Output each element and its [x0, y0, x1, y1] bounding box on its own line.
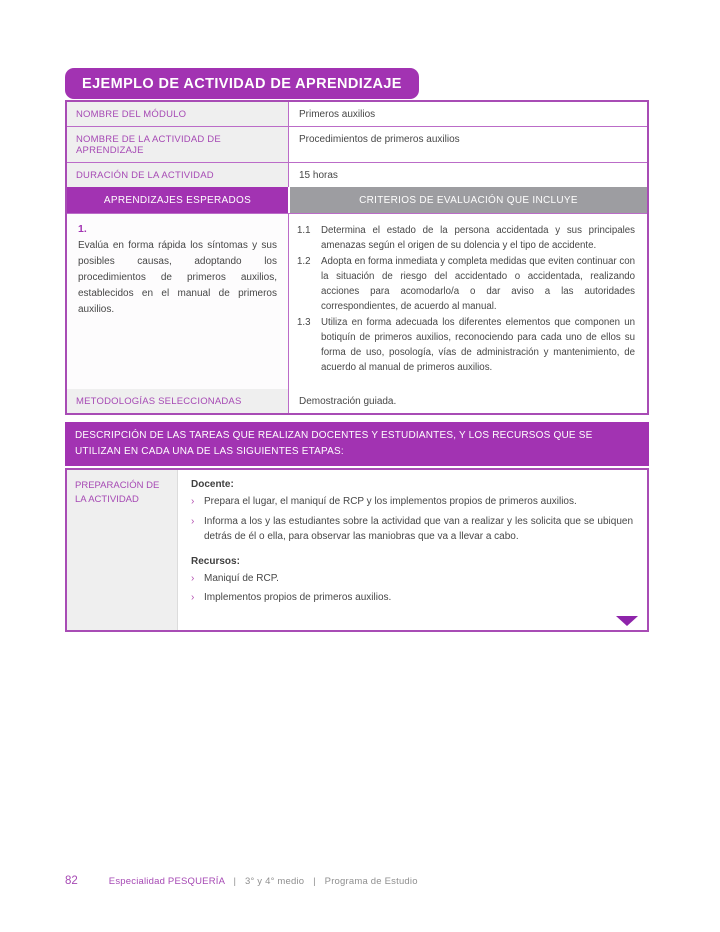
footer-grade: 3° y 4° medio [244, 876, 305, 887]
criterion-item [297, 315, 635, 375]
expected-learning-number: 1. [78, 223, 87, 235]
list-item [191, 494, 633, 510]
criterion-item [297, 223, 635, 253]
recursos-item-text: Maniquí de RCP. [204, 572, 279, 584]
page-number: 82 [65, 875, 78, 887]
page-title: EJEMPLO DE ACTIVIDAD DE APRENDIZAJE [65, 68, 419, 99]
description-banner: DESCRIPCIÓN DE LAS TAREAS QUE REALIZAN DOCENTES Y ESTUDIANTES, Y LOS RECURSOS QUE SE UTILIZAN EN CADA UNA DE LAS SIGUIENTES ETAPAS: [65, 422, 649, 466]
footer-meta [109, 876, 418, 887]
module-name-label: NOMBRE DEL MÓDULO [67, 102, 288, 126]
duration-value: 15 horas [288, 163, 647, 187]
footer-separator: | [233, 876, 237, 887]
preparation-content [177, 470, 647, 630]
criterion-text: Adopta en forma inmediata y completa medidas que eviten continuar con la situación de riesgo del accidentado o accidentada, realizando acciones para acomodarlo/a o dar aviso a las autoridades correspondientes, de acuerdo al manual. [321, 256, 635, 313]
footer-specialty: Especialidad PESQUERÍA [108, 876, 225, 887]
criterion-number: 1.2 [297, 256, 311, 268]
activity-info-table [65, 100, 649, 415]
activity-name-label: NOMBRE DE LA ACTIVIDAD DE APRENDIZAJE [67, 127, 288, 162]
list-item [191, 590, 633, 606]
footer-program: Programa de Estudio [324, 876, 418, 887]
table-row [67, 102, 647, 126]
expected-learning-cell [67, 214, 288, 389]
docente-heading: Docente: [191, 479, 234, 490]
activity-name-value: Procedimientos de primeros auxilios [288, 127, 647, 162]
criterion-text: Utiliza en forma adecuada los diferentes elementos que componen un botiquín de primeros auxilios, reconociendo para cada uno de ellos su forma de uso, posología, vías de administración y mantenimiento, de acuerdo al manual de primeros auxilios. [321, 317, 635, 374]
criterion-number: 1.1 [297, 225, 311, 236]
preparation-table [65, 468, 649, 632]
learning-content-row [67, 213, 647, 389]
table-row [67, 126, 647, 162]
expected-learning-text: Evalúa en forma rápida los síntomas y sus posibles causas, adoptando los procedimientos de primeros auxilios, establecidos en el manual de primeros auxilios. [78, 240, 277, 315]
continuation-arrow-icon [616, 616, 638, 626]
module-name-value: Primeros auxilios [288, 102, 647, 126]
footer-separator: | [313, 876, 316, 887]
duration-label: DURACIÓN DE LA ACTIVIDAD [67, 163, 288, 187]
bullet-icon: › [191, 572, 195, 584]
list-item [191, 571, 633, 587]
criterion-item [297, 254, 635, 314]
docente-item-text: Informa a los y las estudiantes sobre la actividad que van a realizar y les solicita que se ubiquen detrás de él o ella, para observar las maniobras que va a llevar a cabo. [204, 515, 633, 542]
expected-learning-header: APRENDIZAJES ESPERADOS [67, 187, 288, 213]
bullet-icon: › [191, 592, 195, 603]
table-row [67, 162, 647, 187]
recursos-item-text: Implementos propios de primeros auxilios. [204, 592, 392, 603]
methodology-row [67, 389, 647, 413]
criterion-text: Determina el estado de la persona accidentada y sus principales amenazas según el origen de su dolencia y el tipo de accidente. [321, 225, 635, 252]
preparation-stage-label: PREPARACIÓN DE LA ACTIVIDAD [67, 470, 177, 630]
learning-header-row [67, 187, 647, 213]
criteria-cell [288, 214, 647, 389]
document-content [65, 68, 649, 632]
docente-item-text: Prepara el lugar, el maniquí de RCP y los implementos propios de primeros auxilios. [204, 496, 577, 507]
list-item [191, 514, 633, 545]
recursos-heading: Recursos: [191, 555, 240, 567]
methodology-label: METODOLOGÍAS SELECCIONADAS [67, 389, 288, 413]
methodology-value: Demostración guiada. [288, 389, 647, 413]
criterion-number: 1.3 [297, 317, 311, 329]
evaluation-criteria-header: CRITERIOS DE EVALUACIÓN QUE INCLUYE [288, 187, 647, 213]
bullet-icon: › [191, 496, 195, 507]
bullet-icon: › [191, 515, 195, 527]
page-footer [65, 875, 418, 887]
